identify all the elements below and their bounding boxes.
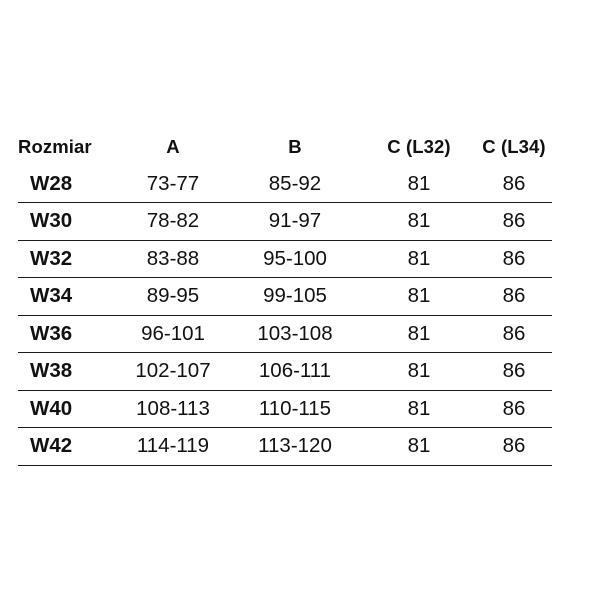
table-header-row bbox=[18, 128, 552, 166]
size-cell: W36 bbox=[30, 321, 73, 345]
b-cell: 91-97 bbox=[268, 209, 322, 233]
table-row bbox=[18, 316, 552, 354]
a-cell: 96-101 bbox=[141, 321, 205, 345]
table-row bbox=[18, 166, 552, 204]
table-row bbox=[18, 428, 552, 466]
c-l34-cell: 86 bbox=[502, 209, 526, 233]
size-cell: W42 bbox=[30, 434, 73, 458]
header-b: B bbox=[288, 135, 302, 157]
size-cell: W32 bbox=[30, 246, 73, 270]
a-cell: 108-113 bbox=[136, 396, 210, 420]
c-l34-cell: 86 bbox=[502, 434, 526, 458]
c-l32-cell: 81 bbox=[407, 246, 431, 270]
header-a: A bbox=[166, 135, 180, 157]
table-row bbox=[18, 391, 552, 429]
header-c-l34: C (L34) bbox=[482, 135, 546, 157]
b-cell: 103-108 bbox=[257, 321, 333, 345]
c-l34-cell: 86 bbox=[502, 284, 526, 308]
size-cell: W38 bbox=[30, 359, 73, 383]
c-l32-cell: 81 bbox=[407, 209, 431, 233]
size-cell: W34 bbox=[30, 284, 73, 308]
header-rozmiar: Rozmiar bbox=[18, 135, 92, 157]
c-l32-cell: 81 bbox=[407, 434, 431, 458]
b-cell: 110-115 bbox=[258, 396, 332, 420]
a-cell: 89-95 bbox=[146, 284, 200, 308]
b-cell: 106-111 bbox=[258, 359, 332, 383]
a-cell: 78-82 bbox=[146, 209, 200, 233]
c-l32-cell: 81 bbox=[407, 396, 431, 420]
size-chart-table bbox=[18, 128, 552, 466]
c-l32-cell: 81 bbox=[407, 284, 431, 308]
c-l34-cell: 86 bbox=[502, 171, 526, 195]
c-l34-cell: 86 bbox=[502, 359, 526, 383]
header-c-l32: C (L32) bbox=[387, 135, 451, 157]
size-cell: W28 bbox=[30, 171, 73, 195]
c-l34-cell: 86 bbox=[502, 246, 526, 270]
table-row bbox=[18, 241, 552, 279]
table-row bbox=[18, 278, 552, 316]
a-cell: 102-107 bbox=[135, 359, 211, 383]
table-row bbox=[18, 203, 552, 241]
a-cell: 83-88 bbox=[146, 246, 200, 270]
c-l34-cell: 86 bbox=[502, 396, 526, 420]
b-cell: 95-100 bbox=[263, 246, 327, 270]
b-cell: 113-120 bbox=[258, 434, 332, 458]
c-l32-cell: 81 bbox=[407, 359, 431, 383]
size-cell: W30 bbox=[30, 209, 73, 233]
c-l32-cell: 81 bbox=[407, 171, 431, 195]
table-row bbox=[18, 353, 552, 391]
a-cell: 114-119 bbox=[136, 434, 210, 458]
c-l34-cell: 86 bbox=[502, 321, 526, 345]
a-cell: 73-77 bbox=[146, 171, 200, 195]
c-l32-cell: 81 bbox=[407, 321, 431, 345]
size-cell: W40 bbox=[30, 396, 73, 420]
b-cell: 85-92 bbox=[268, 171, 322, 195]
b-cell: 99-105 bbox=[263, 284, 327, 308]
